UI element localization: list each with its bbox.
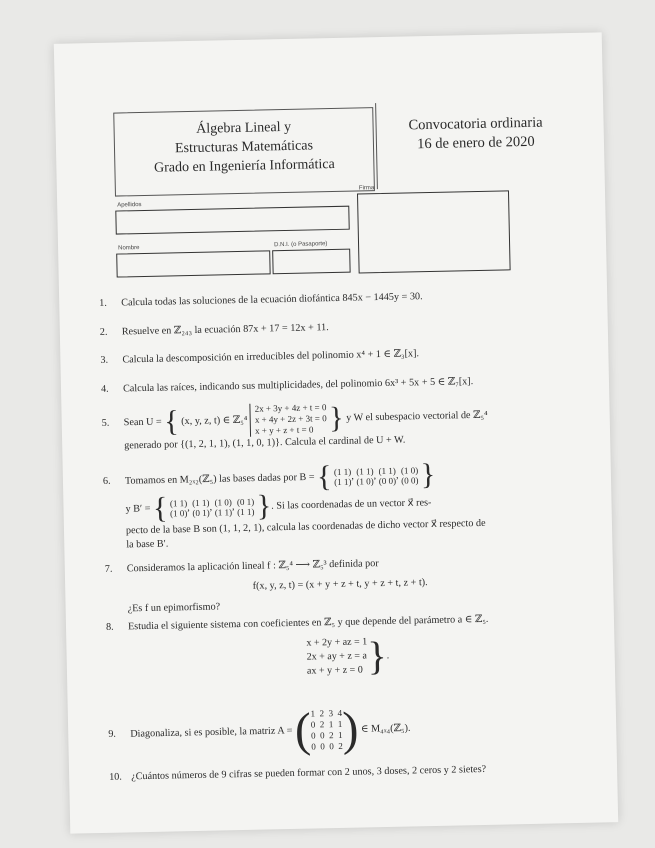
question-8: 8. Estudia el siguiente sistema con coeficientes en ℤ₅ y que depende del parámetro a ∈ ℤ₅. x + 2y + az = 1 2x + ay + z = a ax + y + z = 0 }. xyxy=(105,613,489,679)
course-line-2: Estructuras Matemáticas xyxy=(174,138,314,157)
matrix-b3: (1 1) (0 0) xyxy=(378,465,397,487)
header-divider xyxy=(375,103,378,189)
question-9: 9. Diagonaliza, si es posible, la matriz A = ( 1 2 3 4 0 2 1 1 0 0 2 1 0 0 0 2 ) ∈ M₄ₓ₄(ℤ₅). xyxy=(108,702,411,757)
matrix-bp1: (1 1) (1 0) xyxy=(169,498,188,519)
question-1: 1. Calcula todas las soluciones de la ecuación diofántica 845x − 1445y = 30. xyxy=(99,291,423,309)
exam-session: Convocatoria ordinaria xyxy=(408,114,543,134)
question-4: 4. Calcula las raíces, indicando sus multiplicidades, del polinomio 6x³ + 5x + 5 ∈ ℤ₇[x]. xyxy=(100,376,474,395)
course-line-1: Álgebra Lineal y xyxy=(196,119,292,137)
matrix-b2: (1 1) (1 0) xyxy=(356,466,374,487)
system-8: x + 2y + az = 1 2x + ay + z = a ax + y + z = 0 }. xyxy=(306,632,390,679)
course-line-3: Grado en Ingeniería Informática xyxy=(153,156,335,176)
exam-info xyxy=(385,101,566,155)
apellidos-label: Apellidos xyxy=(117,202,142,209)
question-2: 2. Resuelve en ℤ₂₄₃ la ecuación 87x + 17 = 12x + 11. xyxy=(99,322,329,338)
apellidos-field[interactable] xyxy=(115,206,349,235)
dni-field[interactable] xyxy=(272,249,350,275)
question-6: 6. Tomamos en M₂ₓ₂(ℤ₅) las bases dadas por B = { (1 1) (1 1), (1 1) (1 0), (1 1) (0 0), (1 0) (0 0) } y B′ = { (1 1) (1 0), (1 1) (0 1), (1 0) (1 1), (0 1) (1 1) }. Si las coordenadas de un vector x⃗ res- pecto de la base B son (1, 1, 2, 1), calcula las coordenadas de dicho vector x⃗ respecto de la base B′. xyxy=(102,457,486,551)
system-u: 2x + 3y + 4z + t = 0 x + 4y + 2z + 3t = 0 x + y + z + t = 0 xyxy=(250,402,327,437)
firma-label: Firma xyxy=(358,185,375,192)
nombre-label: Nombre xyxy=(118,245,140,252)
dni-label: D.N.I. (o Pasaporte) xyxy=(273,241,328,249)
exam-date: 16 de enero de 2020 xyxy=(417,133,535,153)
matrix-a: 1 2 3 4 0 2 1 1 0 0 2 1 0 0 0 2 xyxy=(310,707,343,752)
question-3: 3. Calcula la descomposición en irreducibles del polinomio x⁴ + 1 ∈ ℤ₃[x]. xyxy=(100,348,420,366)
matrix-bp3: (1 0) (1 1) xyxy=(214,497,233,518)
firma-field[interactable] xyxy=(357,190,511,273)
course-box xyxy=(113,107,375,196)
exam-paper xyxy=(54,32,618,833)
matrix-bp2: (1 1) (0 1) xyxy=(192,497,210,519)
question-7: 7. Consideramos la aplicación lineal f : ℤ₅⁴ ⟶ ℤ₅³ definida por f(x, y, z, t) = (x + y + z + t, y + z + t, z + t). ¿Es f un epimorfismo? xyxy=(104,558,428,615)
matrix-bp4: (0 1) (1 1) xyxy=(236,496,255,518)
matrix-b1: (1 1) (1 1) xyxy=(333,466,352,488)
matrix-b4: (1 0) (0 0) xyxy=(400,465,419,486)
nombre-field[interactable] xyxy=(116,250,270,277)
question-5: 5. Sean U = { (x, y, z, t) ∈ ℤ₅⁴ 2x + 3y + 4z + t = 0 x + 4y + 2z + 3t = 0 x + y + z + t = 0 } y W el subespacio vectorial de ℤ₅⁴ generado por {(1, 2, 1, 1), (1, 1, 0, 1)}. Calcula el cardinal de U + W. xyxy=(101,401,488,452)
question-10: 10. ¿Cuántos números de 9 cifras se pueden formar con 2 unos, 3 doses, 2 ceros y 2 sietes? xyxy=(109,763,487,783)
